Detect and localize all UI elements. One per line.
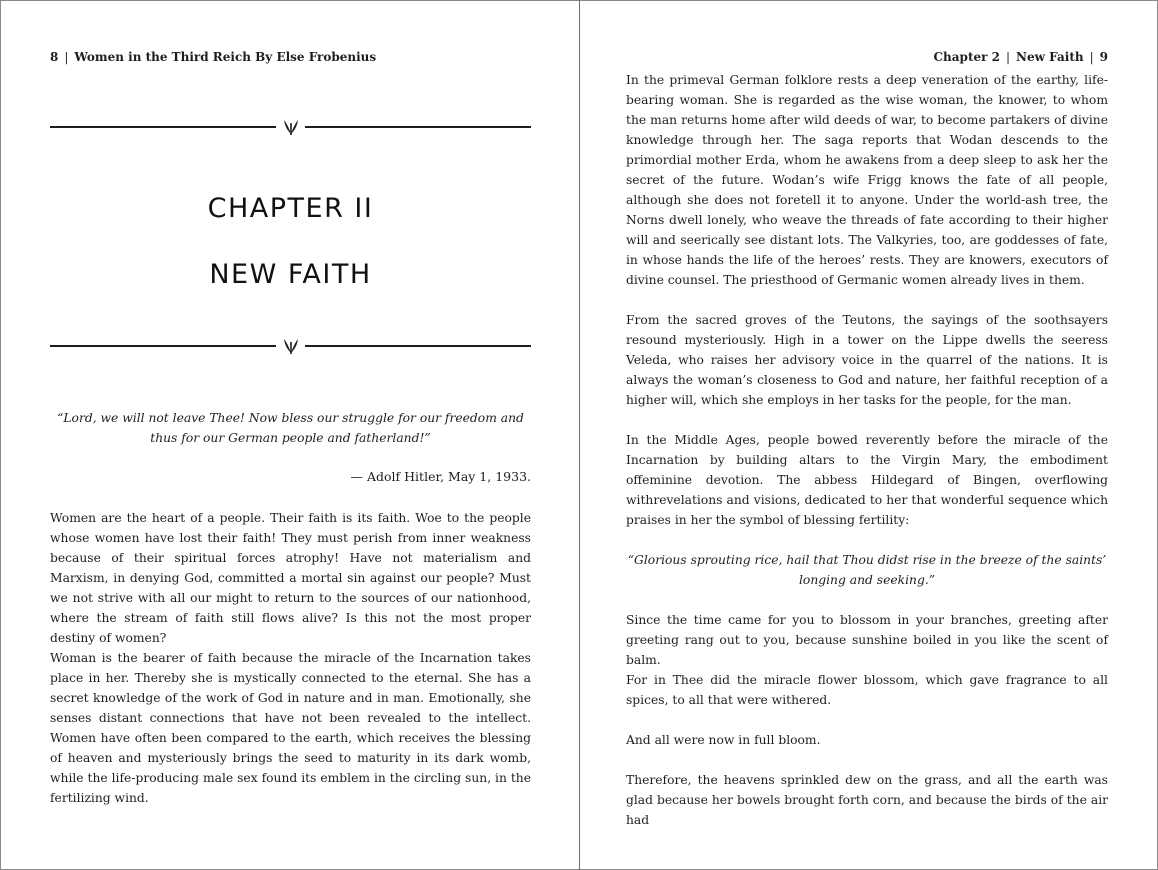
body-paragraph: And all were now in full bloom. [626,733,821,747]
body-paragraph: In the primeval German folklore rests a deep veneration of the earthy, life-bearing woman. She is regarded as the wise woman, the knower, to whom the man returns home after wild deeds of war, to become partakers of divine knowledge through her. The saga reports that Wodan descends to the primordial mother Erda, whom he awakens from a deep sleep to ask her the secret of the future. Wodan’s wife Frigg knows the fate of all people, although she does not foretell it to anyone. Under the world-ash tree, the Norns dwell lonely, who weave the threads of fate according to their higher will and seerically see distant lots. The Valkyries, too, are goddesses of fate, in whose hands the life of the heroes’ rests. They are knowers, executors of divine counsel. The priesthood of Germanic women already lives in them. [626,73,1108,287]
page-gutter [579,0,580,870]
left-page [50,0,531,870]
chapter-label: CHAPTER II [207,193,374,224]
body-paragraph: Woman is the bearer of faith because the miracle of the Incarnation takes place in her. Thereby she is mystically connected to the eternal. She has a secret knowledge of the work of God in nature and in man. Emotionally, she senses distant connections that have not been revealed to the intellect. Women have often been compared to the earth, which receives the blessing of heaven and mysteriously brings the seed to maturity in its dark womb, while the life-producing male sex found its emblem in the circling sun, in the fertilizing wind. [50,651,531,805]
sprig-ornament-icon [279,336,303,356]
running-head-separator: | [1089,50,1094,64]
right-section-title: New Faith [1016,50,1084,64]
sprig-ornament-icon [279,117,303,137]
right-running-head [934,48,1109,66]
epigraph-quote: “Lord, we will not leave Thee! Now bless our struggle for our freedom and thus for our German people and fatherland!” [57,411,524,445]
left-page-number: 8 [50,50,59,64]
divider-line [305,345,531,347]
body-paragraph: Since the time came for you to blossom in your branches, greeting after greeting rang out to you, because sunshine boiled in you like the scent of balm. [626,613,1108,667]
left-running-title: Women in the Third Reich By Else Frobenius [74,50,377,64]
running-head-separator: | [64,50,69,64]
running-head-separator: | [1005,50,1011,64]
right-page [626,0,1108,870]
body-paragraph: For in Thee did the miracle flower blossom, which gave fragrance to all spices, to all that were withered. [626,673,1108,707]
body-paragraph: Therefore, the heavens sprinkled dew on the grass, and all the earth was glad because her bowels brought forth corn, and because the birds of the air had [626,773,1108,827]
left-running-head [50,48,376,66]
right-page-number: 9 [1099,50,1108,64]
chapter-title: NEW FAITH [209,259,372,290]
ornament-divider-top [50,117,531,137]
body-paragraph: Women are the heart of a people. Their faith is its faith. Woe to the people whose women have lost their faith! They must perish from inner weakness because of their spiritual forces atrophy! Have not materialism and Marxism, in denying God, committed a mortal sin against our people? Must we not strive with all our might to return to the sources of our nationhood, where the stream of faith still flows alive? Is this not the most proper destiny of women? [50,511,531,645]
epigraph-attribution: — Adolf Hitler, May 1, 1933. [350,469,531,484]
verse-quote: “Glorious sprouting rice, hail that Thou didst rise in the breeze of the saints’ longing and seeking.” [627,553,1107,587]
divider-line [50,345,276,347]
divider-line [50,126,276,128]
ornament-divider-bottom [50,336,531,356]
divider-line [305,126,531,128]
right-chapter-ref: Chapter 2 [933,50,1000,64]
body-paragraph: From the sacred groves of the Teutons, the sayings of the soothsayers resound mysteriously. High in a tower on the Lippe dwells the seeress Veleda, who raises her advisory voice in the quarrel of the nations. It is always the woman’s closeness to God and nature, her faithful reception of a higher will, which she employs in her tasks for the people, for the man. [626,313,1108,407]
body-paragraph: In the Middle Ages, people bowed reverently before the miracle of the Incarnation by building altars to the Virgin Mary, the embodiment offeminine devotion. The abbess Hildegard of Bingen, overflowing withrevelations and visions, dedicated to her that wonderful sequence which praises in her the symbol of blessing fertility: [626,433,1108,527]
